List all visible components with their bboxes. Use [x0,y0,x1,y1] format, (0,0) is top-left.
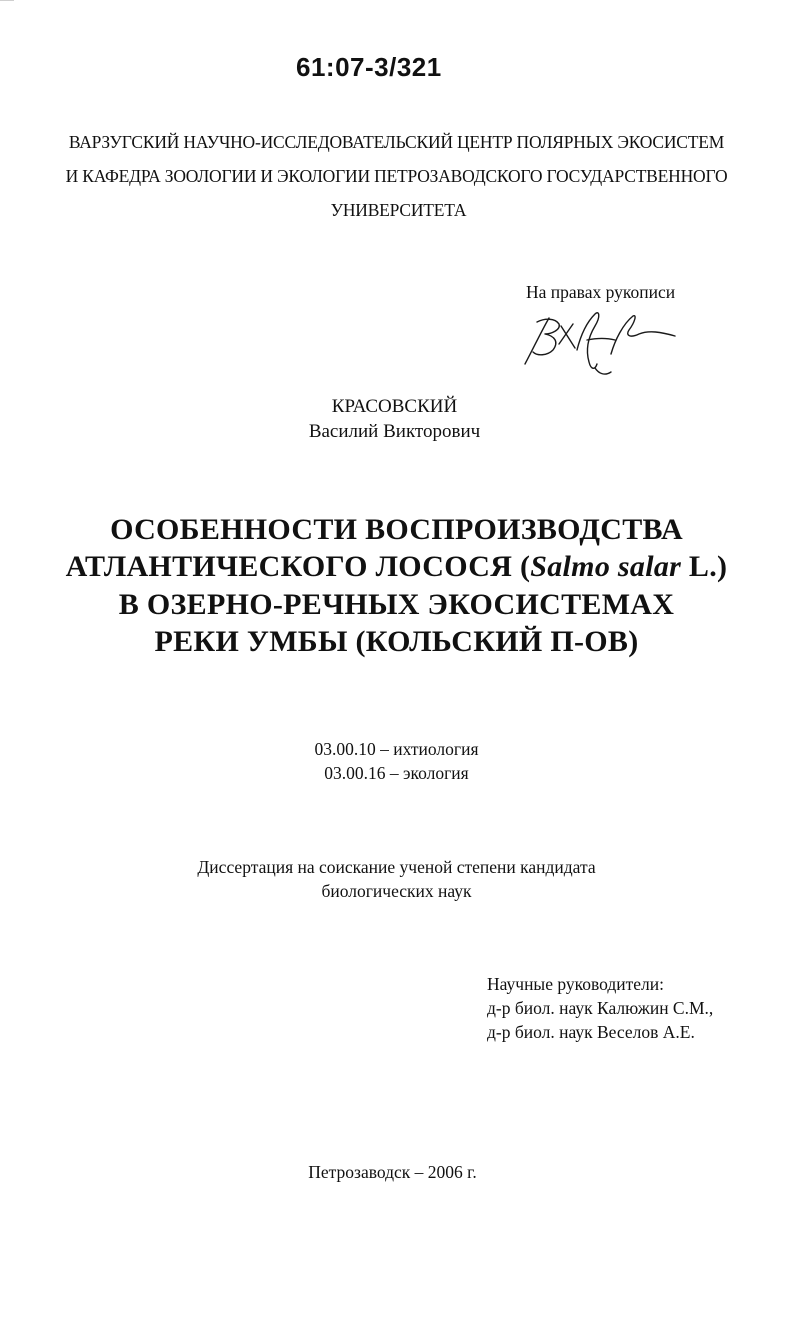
institution-line-3: УНИВЕРСИТЕТА [330,200,467,220]
title-line-2-prefix: АТЛАНТИЧЕСКОГО ЛОСОСЯ ( [65,550,531,583]
title-line-3: В ОЗЕРНО-РЕЧНЫХ ЭКОСИСТЕМАХ [118,588,675,621]
specialty-ecology: 03.00.16 – экология [324,763,469,783]
species-name: Salmo salar [530,550,682,583]
specialty-ichthyology: 03.00.10 – ихтиология [314,739,479,759]
institution-line-2: И КАФЕДРА ЗООЛОГИИ И ЭКОЛОГИИ ПЕТРОЗАВОДСКОГО ГОСУДАРСТВЕННОГО [65,166,728,186]
dissertation-line-1: Диссертация на соискание ученой степени кандидата [197,857,596,877]
manuscript-rights: На правах рукописи [526,282,676,302]
supervisor-2: д-р биол. наук Веселов А.Е. [487,1022,695,1042]
signature-icon [515,304,685,384]
title-line-4: РЕКИ УМБЫ (КОЛЬСКИЙ П-ОВ) [154,625,639,658]
title-line-2 [0,550,793,584]
city-year: Петрозаводск – 2006 г. [308,1162,477,1182]
dissertation-line-2: биологических наук [321,881,472,901]
supervisors-heading: Научные руководители: [487,974,664,994]
author-surname: КРАСОВСКИЙ [331,396,458,417]
title-line-2-suffix: L.) [681,550,728,583]
supervisor-1: д-р биол. наук Калюжин С.М., [487,998,714,1018]
scan-mark [0,0,14,1]
catalog-code: 61:07-3/321 [296,52,442,82]
author-given-names: Василий Викторович [308,421,481,442]
institution-line-1: ВАРЗУГСКИЙ НАУЧНО-ИССЛЕДОВАТЕЛЬСКИЙ ЦЕНТР ПОЛЯРНЫХ ЭКОСИСТЕМ [68,132,725,152]
title-line-1: ОСОБЕННОСТИ ВОСПРОИЗВОДСТВА [110,513,683,546]
